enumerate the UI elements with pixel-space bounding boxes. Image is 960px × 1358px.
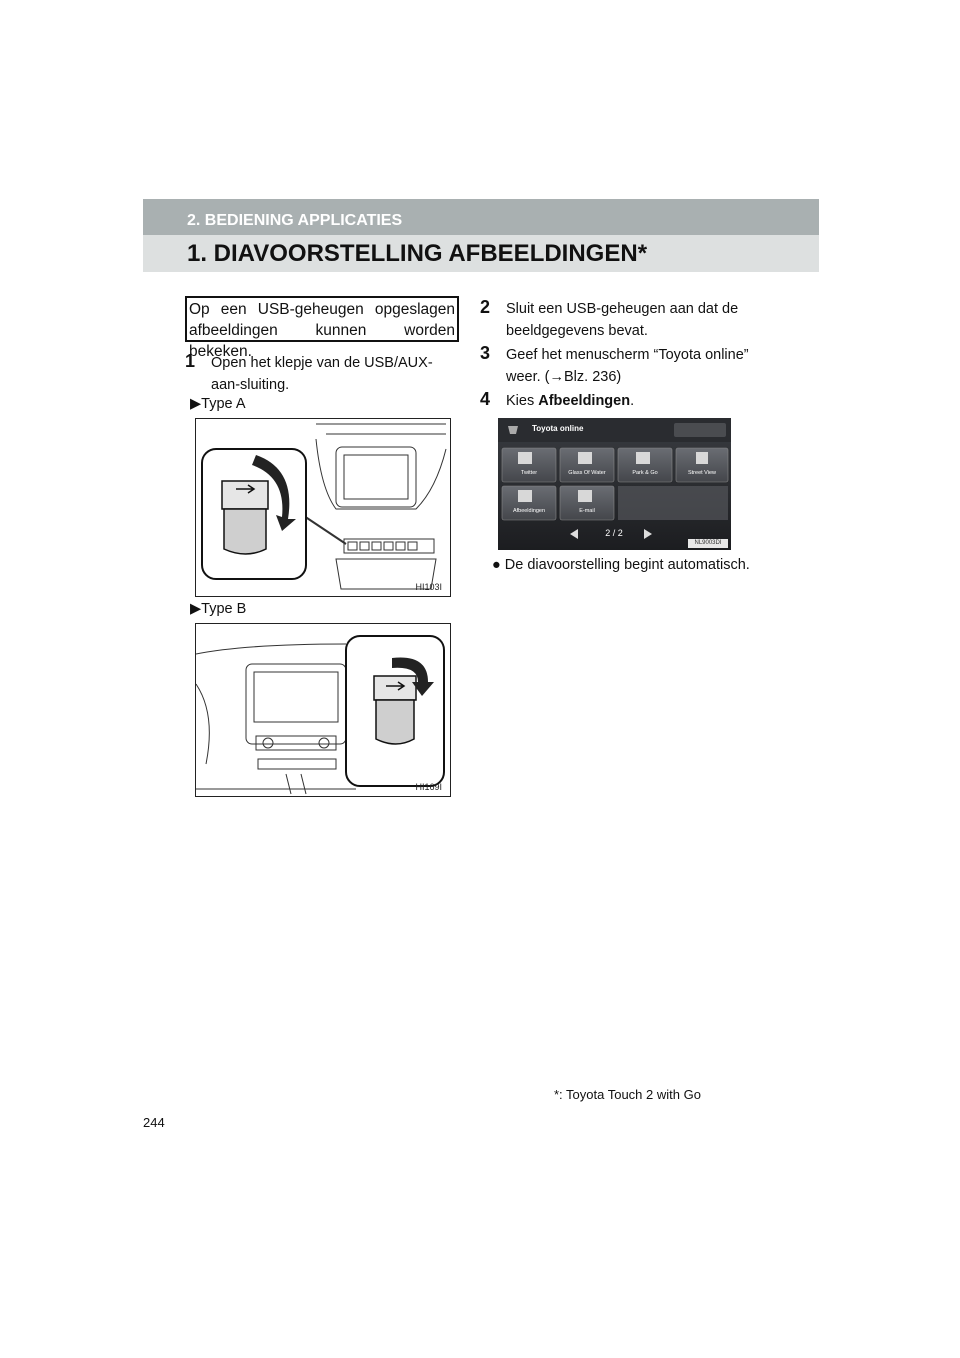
type-a-label: ▶Type A — [190, 396, 246, 412]
step-text: Geef het menuscherm “Toyota online” weer. (→Blz. 236) — [506, 347, 749, 385]
page-title: 1. DIAVOORSTELLING AFBEELDINGEN* — [143, 235, 819, 272]
tile-street-view: Street View — [687, 470, 717, 476]
figure-code: NL9003DI — [694, 540, 722, 546]
step-number: 1 — [185, 351, 196, 371]
afbeeldingen-keyword: Afbeeldingen — [538, 393, 631, 409]
pager-indicator: 2 / 2 — [605, 528, 623, 538]
toyota-online-screen — [498, 418, 731, 550]
step-text — [480, 390, 750, 412]
intro-box: Op een USB-geheugen opgeslagen afbeeldingen kunnen worden bekeken. — [185, 296, 459, 342]
bullet-item — [492, 555, 750, 575]
tile-park-and-go: Park & Go — [632, 470, 658, 476]
tile-email: E-mail — [579, 508, 595, 514]
figure-type-b — [195, 623, 451, 797]
bullet-text: De diavoorstelling begint automatisch. — [504, 557, 750, 573]
step-3 — [480, 344, 750, 388]
step-number: 2 — [480, 297, 491, 317]
step-4 — [480, 390, 750, 412]
step-1 — [185, 352, 461, 396]
step-number: 3 — [480, 343, 491, 363]
step-text: Open het klepje van de USB/AUX-aan-sluiting. — [211, 355, 433, 393]
screen-title: Toyota online — [532, 424, 584, 433]
tile-twitter: Twitter — [520, 470, 538, 476]
figure-type-a — [195, 418, 451, 597]
step-text: Sluit een USB-geheugen aan dat de beeldgegevens bevat. — [506, 301, 739, 339]
tile-afbeeldingen: Afbeeldingen — [512, 508, 546, 514]
bullet-icon: ● — [492, 557, 501, 573]
dashboard-illustration-b — [196, 624, 451, 797]
dashboard-illustration-a — [196, 419, 451, 597]
type-b-label: ▶Type B — [190, 601, 247, 617]
footnote: *: Toyota Touch 2 with Go — [554, 1087, 701, 1102]
section-header: 2. BEDIENING APPLICATIES — [143, 199, 819, 235]
figure-code: HI169I — [415, 782, 442, 792]
step-text-prefix: Kies — [506, 393, 539, 409]
step-number: 4 — [480, 389, 491, 409]
page-number: 244 — [143, 1115, 165, 1130]
tile-glass-of-water: Glass Of Water — [568, 470, 606, 476]
figure-code: HI103I — [415, 582, 442, 592]
step-2 — [480, 298, 750, 342]
step-text-suffix: . — [630, 393, 635, 409]
